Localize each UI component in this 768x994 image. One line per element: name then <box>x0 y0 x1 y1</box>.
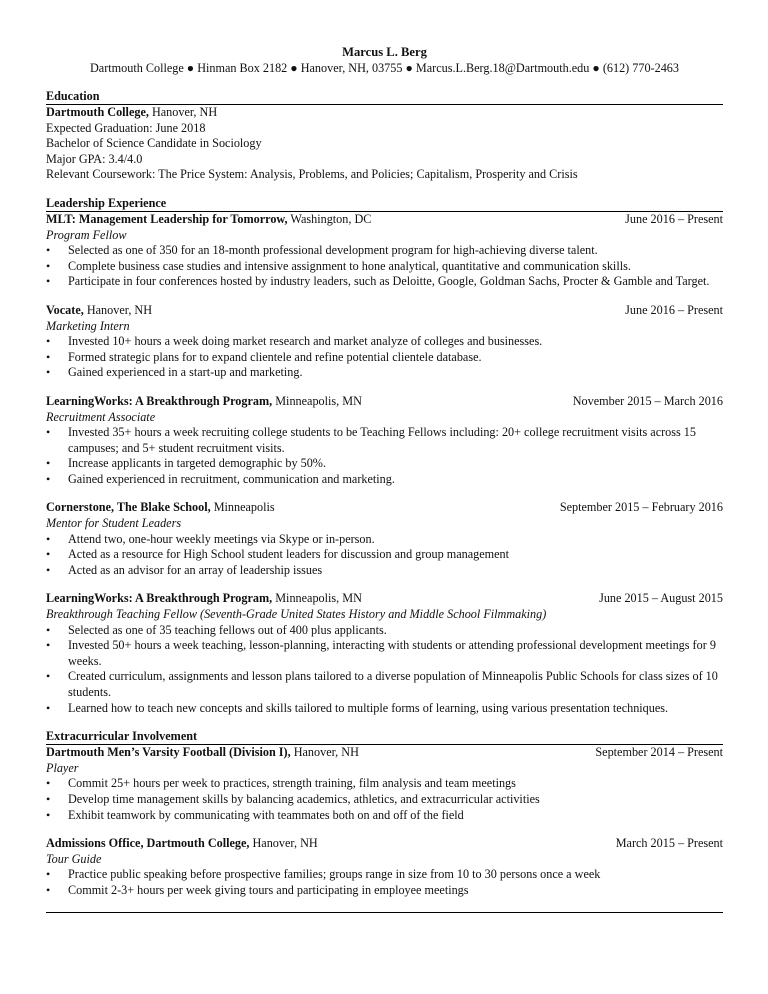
bullet-item: • Increase applicants in targeted demographic by 50%. <box>46 456 723 472</box>
bullet-item: • Selected as one of 350 for an 18-month professional development program for high-achieving diverse talent. <box>46 243 723 259</box>
entry-dates: June 2016 – Present <box>625 211 723 226</box>
bullet-item: • Selected as one of 35 teaching fellows out of 400 plus applicants. <box>46 623 723 639</box>
leadership-heading: Leadership Experience <box>46 196 723 212</box>
education-entry <box>46 105 723 183</box>
entry-org: Cornerstone, The Blake School, <box>46 500 211 515</box>
entry-org: Vocate, <box>46 302 84 317</box>
education-school-line <box>46 105 723 121</box>
entry-org-line <box>46 394 362 410</box>
entry-org-line <box>46 836 318 852</box>
school-location: Hanover, NH <box>148 105 218 119</box>
school-name: Dartmouth College, <box>46 105 149 119</box>
entry-org-line <box>46 212 371 228</box>
entry-location: Hanover, NH <box>249 836 318 851</box>
education-detail: Relevant Coursework: The Price System: Analysis, Problems, and Policies; Capitalism, Prosperity and Crisis <box>46 167 578 182</box>
entry-bullets <box>46 623 723 717</box>
entry-location: Minneapolis, MN <box>272 393 362 408</box>
bullet-item: • Commit 2-3+ hours per week giving tours and participating in employee meetings <box>46 883 723 899</box>
bullet-item: • Gained experienced in a start-up and marketing. <box>46 365 723 381</box>
entry-bullets <box>46 776 723 823</box>
entry-location: Hanover, NH <box>290 745 359 760</box>
experience-entry <box>46 591 723 716</box>
entry-role: Breakthrough Teaching Fellow (Seventh-Grade United States History and Middle School Filmmaking) <box>46 607 547 622</box>
bottom-divider <box>46 912 723 913</box>
activity-entry <box>46 836 723 898</box>
entry-role: Program Fellow <box>46 227 127 242</box>
entry-dates: June 2015 – August 2015 <box>599 591 723 606</box>
entry-location: Minneapolis, MN <box>272 591 362 606</box>
entry-bullets <box>46 425 723 487</box>
entry-org-line <box>46 591 362 607</box>
entry-location: Minneapolis <box>210 500 275 515</box>
entry-role: Tour Guide <box>46 851 102 866</box>
entry-org-line <box>46 745 359 761</box>
resume-page <box>46 44 723 913</box>
entry-bullets <box>46 867 723 898</box>
entry-bullets <box>46 532 723 579</box>
entry-dates: September 2015 – February 2016 <box>559 500 723 515</box>
entry-role: Player <box>46 760 79 775</box>
entry-role: Mentor for Student Leaders <box>46 516 182 531</box>
bullet-item: • Exhibit teamwork by communicating with teammates both on and off of the field <box>46 808 723 824</box>
entry-dates: September 2014 – Present <box>595 745 723 760</box>
experience-entry <box>46 212 723 290</box>
extracurricular-heading: Extracurricular Involvement <box>46 729 723 745</box>
education-heading: Education <box>46 89 723 105</box>
entry-location: Washington, DC <box>287 211 372 226</box>
bullet-item: • Develop time management skills by balancing academics, athletics, and extracurricular activities <box>46 792 723 808</box>
bullet-item: • Acted as a resource for High School student leaders for discussion and group management <box>46 547 723 563</box>
entry-org: Dartmouth Men’s Varsity Football (Division I), <box>46 745 291 760</box>
entry-org-line <box>46 500 275 516</box>
entry-org-line <box>46 303 152 319</box>
bullet-item: • Learned how to teach new concepts and skills tailored to multiple forms of learning, using various presentation techniques. <box>46 701 723 717</box>
entry-bullets <box>46 334 723 381</box>
bullet-item: • Created curriculum, assignments and lesson plans tailored to a diverse population of Minneapolis Public Schools for class sizes of 10 students. <box>46 669 723 700</box>
entry-bullets <box>46 243 723 290</box>
education-detail: Major GPA: 3.4/4.0 <box>46 151 143 166</box>
entry-dates: June 2016 – Present <box>625 302 723 317</box>
bullet-item: • Gained experienced in recruitment, communication and marketing. <box>46 472 723 488</box>
bullet-item: • Invested 35+ hours a week recruiting college students to be Teaching Fellows including: 20+ college recruitment visits across 15 campuses; and 5+ student recruitment visits. <box>46 425 723 456</box>
entry-location: Hanover, NH <box>83 302 153 317</box>
entry-org: LearningWorks: A Breakthrough Program, <box>46 393 273 408</box>
bullet-item: • Acted as an advisor for an array of leadership issues <box>46 563 723 579</box>
bullet-item: • Invested 50+ hours a week teaching, lesson-planning, interacting with students or attending professional development meetings for 9 weeks. <box>46 638 723 669</box>
education-detail: Bachelor of Science Candidate in Sociology <box>46 136 262 151</box>
entry-org: Admissions Office, Dartmouth College, <box>46 836 250 851</box>
entry-org: LearningWorks: A Breakthrough Program, <box>46 591 273 606</box>
bullet-item: • Formed strategic plans for to expand clientele and refine potential clientele database. <box>46 350 723 366</box>
experience-entry <box>46 303 723 381</box>
bullet-item: • Participate in four conferences hosted by industry leaders, such as Deloitte, Google, Goldman Sachs, Procter & Gamble and Target. <box>46 274 723 290</box>
bullet-item: • Attend two, one-hour weekly meetings via Skype or in-person. <box>46 532 723 548</box>
entry-org: MLT: Management Leadership for Tomorrow, <box>46 211 288 226</box>
entry-role: Recruitment Associate <box>46 409 156 424</box>
entry-role: Marketing Intern <box>46 318 130 333</box>
education-detail: Expected Graduation: June 2018 <box>46 120 206 135</box>
entry-dates: November 2015 – March 2016 <box>572 393 723 408</box>
bullet-item: • Invested 10+ hours a week doing market research and market analyze of colleges and businesses. <box>46 334 723 350</box>
contact-line: Dartmouth College ● Hinman Box 2182 ● Hanover, NH, 03755 ● Marcus.L.Berg.18@Dartmouth.edu ● (612) 770-2463 <box>90 61 679 75</box>
resume-name: Marcus L. Berg <box>342 45 427 59</box>
activity-entry <box>46 745 723 823</box>
bullet-item: • Complete business case studies and intensive assignment to hone analytical, quantitative and communication skills. <box>46 259 723 275</box>
experience-entry <box>46 394 723 488</box>
bullet-item: • Commit 25+ hours per week to practices, strength training, film analysis and team meetings <box>46 776 723 792</box>
bullet-item: • Practice public speaking before prospective families; groups range in size from 10 to 30 persons once a week <box>46 867 723 883</box>
experience-entry <box>46 500 723 578</box>
entry-dates: March 2015 – Present <box>615 836 723 851</box>
